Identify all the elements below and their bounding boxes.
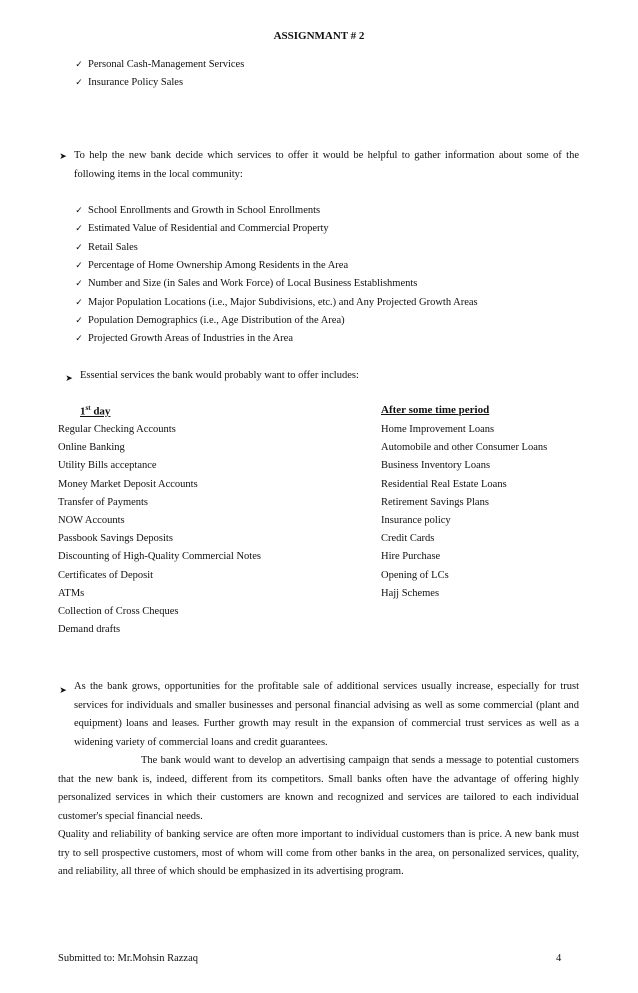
check-icon: ✓	[75, 224, 83, 235]
check-icon: ✓	[75, 60, 83, 70]
check-icon: ✓	[75, 78, 83, 89]
checklist-item: Population Demographics (i.e., Age Distribution of the Area)	[88, 314, 345, 326]
service-item: Money Market Deposit Accounts	[58, 478, 198, 490]
service-item: Regular Checking Accounts	[58, 424, 176, 435]
arrow-bullet-icon: ➤	[65, 374, 73, 384]
service-item: Credit Cards	[381, 533, 435, 545]
service-item: Collection of Cross Cheques	[58, 606, 179, 617]
service-item: Business Inventory Loans	[381, 460, 491, 472]
service-item: NOW Accounts	[58, 515, 125, 526]
checklist-item: Insurance Policy Sales	[88, 77, 184, 89]
check-icon: ✓	[75, 315, 83, 326]
service-item: Residential Real Estate Loans	[381, 478, 507, 490]
checklist-item: Estimated Value of Residential and Commercial Property	[88, 223, 329, 235]
checklist-item: Projected Growth Areas of Industries in the Area	[88, 333, 293, 345]
checklist-item: Personal Cash-Management Services	[88, 59, 245, 70]
arrow-bullet-icon: ➤	[59, 686, 67, 696]
service-item: ATMs	[58, 587, 85, 599]
service-item: Home Improvement Loans	[381, 424, 495, 435]
arrow-bullet-icon: ➤	[59, 152, 67, 162]
service-item: Online Banking	[58, 442, 125, 454]
check-icon: ✓	[75, 334, 83, 345]
service-item: Insurance policy	[381, 515, 451, 526]
service-item: Transfer of Payments	[58, 496, 149, 508]
service-item: Demand drafts	[58, 624, 121, 636]
check-icon: ✓	[75, 206, 83, 216]
checklist-item: Major Population Locations (i.e., Major Subdivisions, etc.) and Any Projected Growth Areas	[88, 296, 478, 308]
check-icon: ✓	[75, 297, 83, 308]
service-item: Discounting of High-Quality Commercial Notes	[58, 551, 261, 563]
bullet-bank-growth: As the bank grows, opportunities for the profitable sale of additional services usually increase, especially for trust services for individuals and smaller businesses and personal financial advising as well as some commercial (plant and equipment) loans and leases. Further growth may result in the expansion of commercial trust services as well as a widening variety of commercial loans and credit guarantees.	[74, 681, 579, 748]
service-item: Certificates of Deposit	[58, 569, 154, 581]
paragraph-quality: Quality and reliability of banking service are often more important to individual customers than is price. A new bank must try to sell prospective customers, most of whom will come from other banks in the area, on personalized services, quality, and reliability, all three of which should be emphasized in its advertising program.	[58, 829, 579, 877]
checklist-item: Percentage of Home Ownership Among Residents in the Area	[88, 259, 349, 271]
checklist-item: School Enrollments and Growth in School Enrollments	[88, 205, 321, 216]
col-first-day-heading: 1st day	[80, 404, 111, 418]
footer-submitted-to: Submitted to: Mr.Mohsin Razzaq	[58, 953, 198, 964]
service-item: Opening of LCs	[381, 569, 449, 581]
checklist-item: Retail Sales	[88, 241, 138, 253]
col-later-heading: After some time period	[381, 404, 490, 416]
service-item: Hajj Schemes	[381, 587, 440, 599]
service-item: Hire Purchase	[381, 551, 441, 563]
service-item: Utility Bills acceptance	[58, 460, 157, 472]
service-item: Passbook Savings Deposits	[58, 533, 173, 545]
service-item: Retirement Savings Plans	[381, 496, 489, 508]
service-item: Automobile and other Consumer Loans	[381, 442, 548, 454]
bullet-essential-services: Essential services the bank would probably want to offer includes:	[80, 370, 359, 381]
bullet-community-info: To help the new bank decide which services to offer it would be helpful to gather information about some of the following items in the local community:	[74, 150, 579, 180]
page-number: 4	[556, 953, 562, 964]
check-icon: ✓	[75, 242, 83, 253]
check-icon: ✓	[75, 260, 83, 271]
checklist-item: Number and Size (in Sales and Work Force) of Local Business Establishments	[88, 278, 418, 290]
paragraph-advertising: The bank would want to develop an advertising campaign that sends a message to potential customers that the new bank is, indeed, different from its competitors. Small banks often have the advantage of offering highly personalized services in which their customers are known and recognized and services are tailored to each individual customer's special financial needs.	[58, 755, 579, 822]
check-icon: ✓	[75, 279, 83, 290]
page-title: ASSIGNMANT # 2	[273, 30, 365, 42]
